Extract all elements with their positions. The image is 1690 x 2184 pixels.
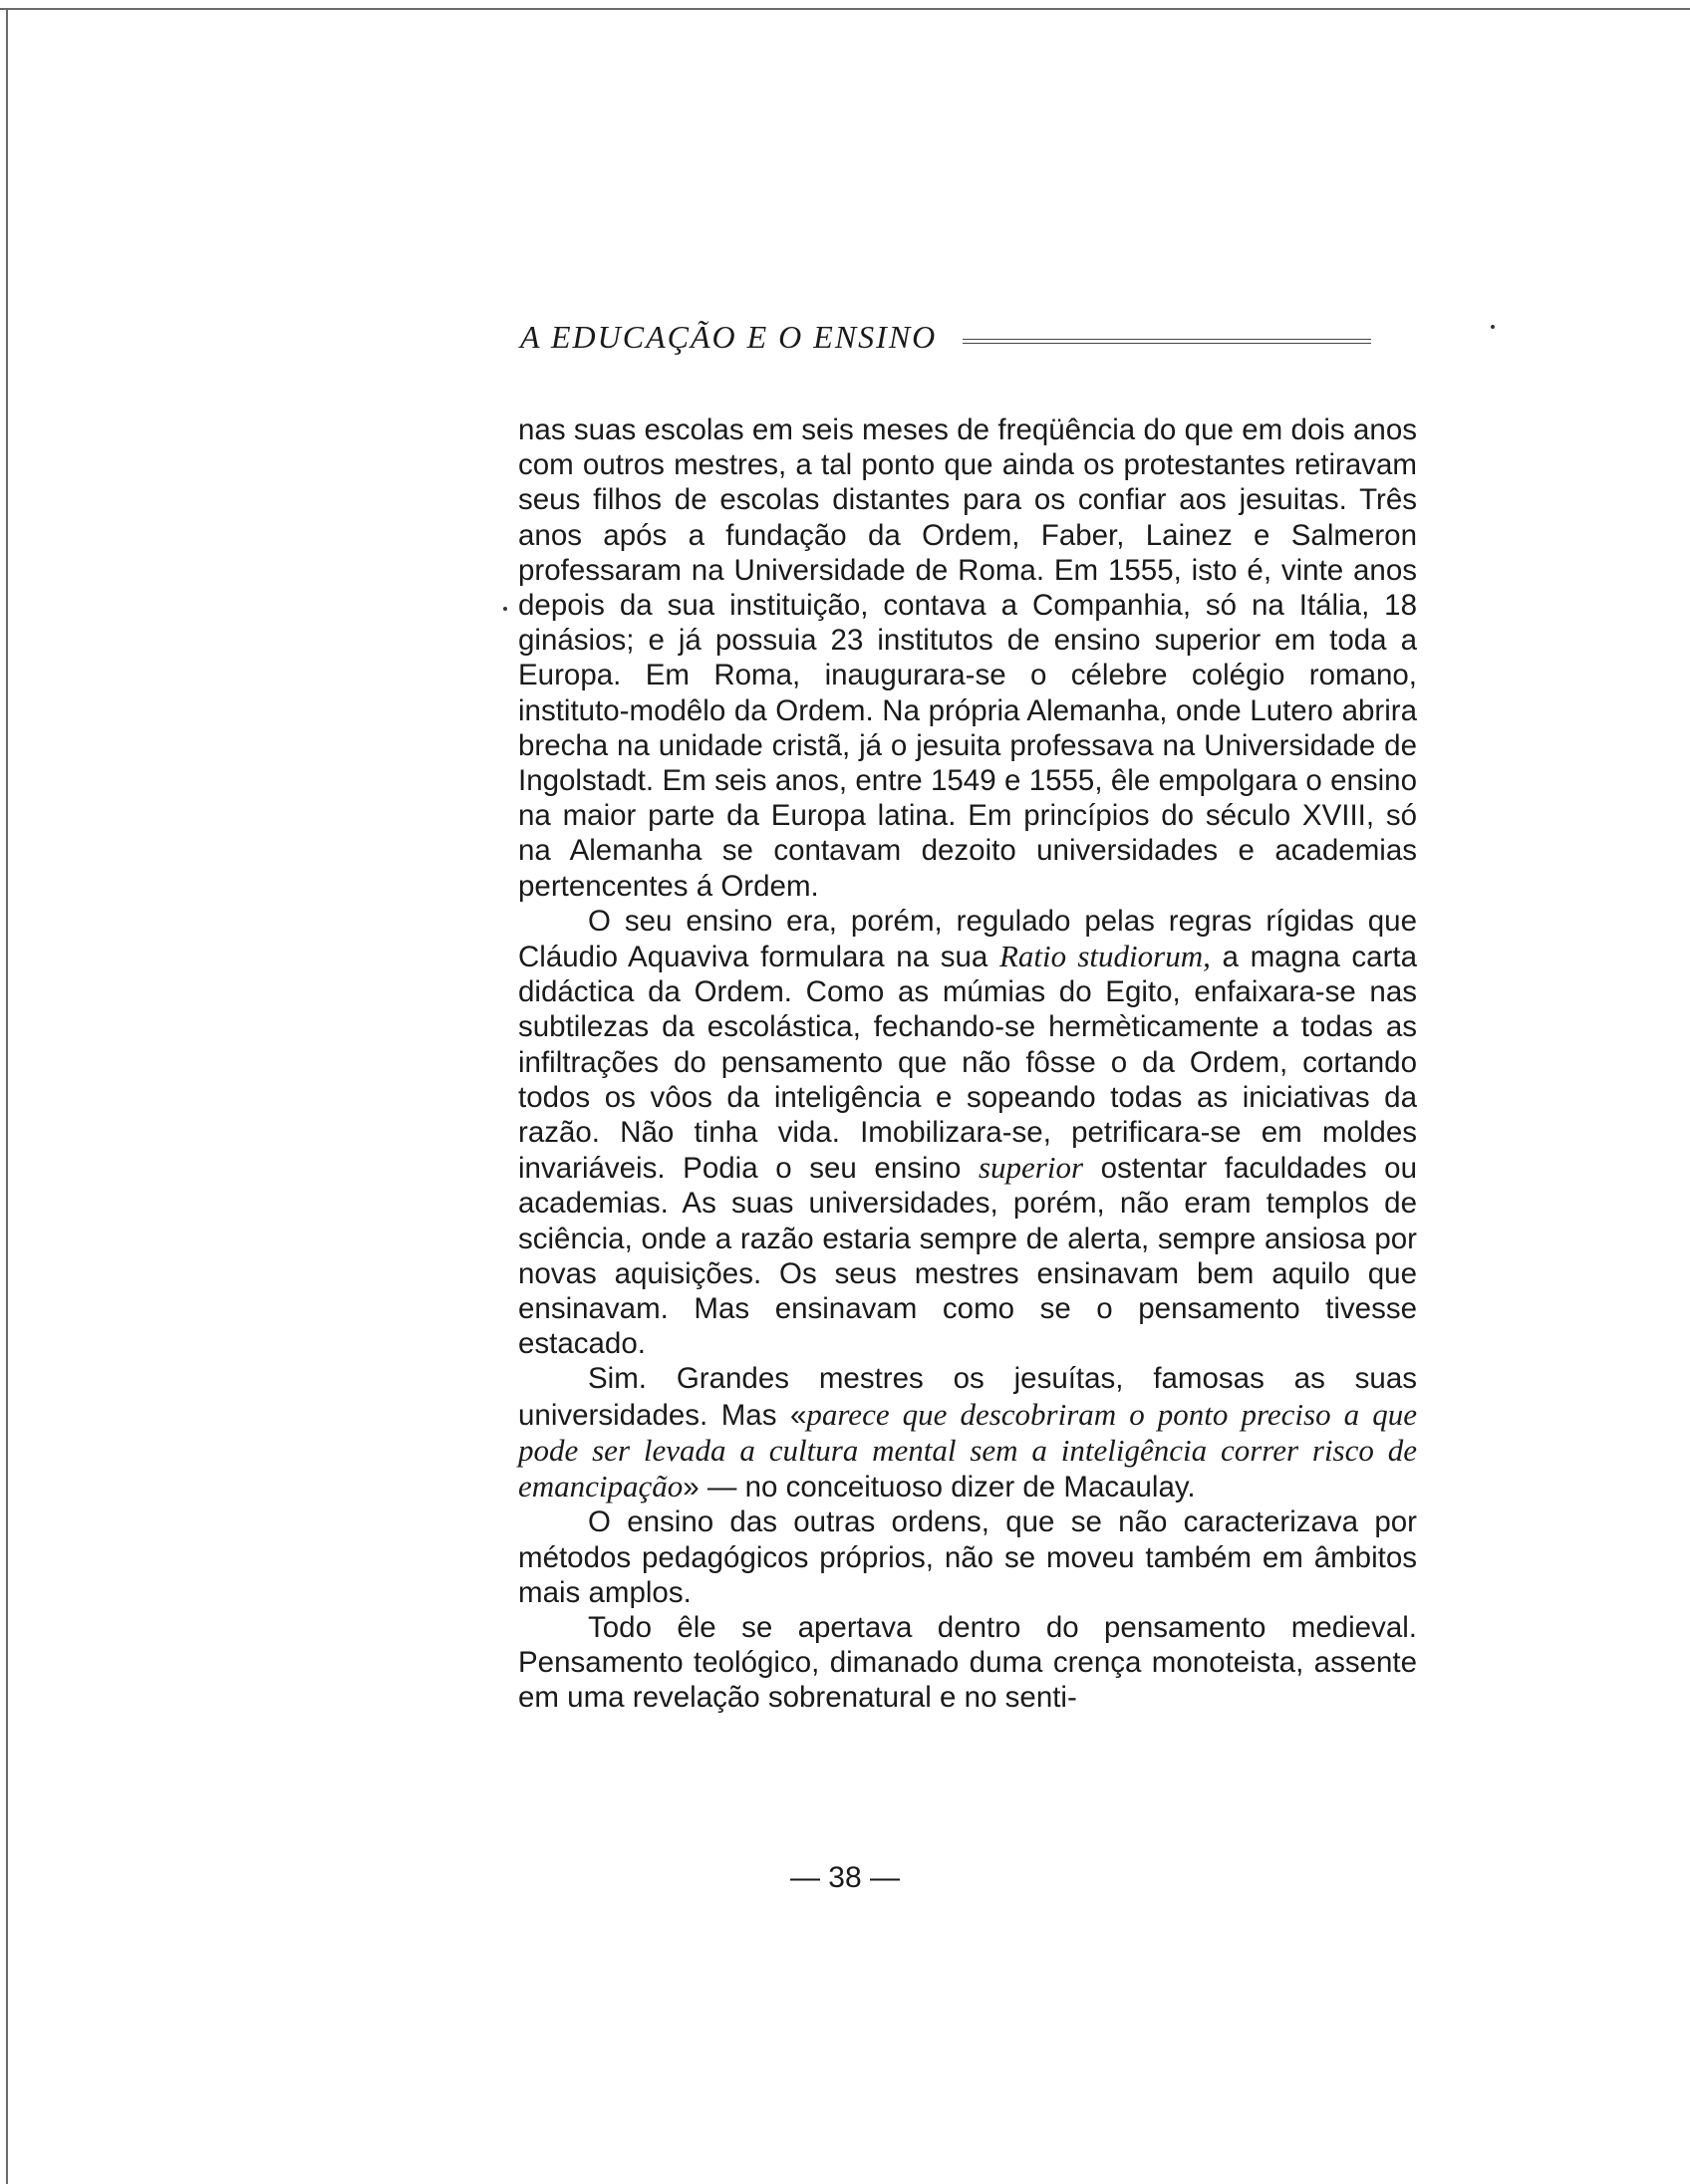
italic-text: parece que descobriram o ponto preciso a que pode ser levada a cultura mental sem a inteligência correr risco de emancipação — [518, 1396, 1417, 1504]
running-header — [520, 317, 1417, 357]
text-run: » — no conceituoso dizer de Macaulay. — [683, 1471, 1196, 1504]
stray-mark — [503, 607, 507, 611]
text-run: Todo êle se apertava dentro do pensamento medieval. Pensamento teológico, dimanado duma crença monoteista, assente em uma revelação sobrenatural e no senti- — [518, 1610, 1417, 1715]
text-run: ostentar faculdades ou academias. As suas universidades, porém, não eram templos de sciência, onde a razão estaria sempre de alerta, sempre ansiosa por novas aquisições. Os seus mestres ensinavam bem aquilo que ensinavam. Mas ensinavam como se o pensamento tivesse estacado. — [518, 1152, 1417, 1361]
scan-edge-top — [0, 8, 1690, 10]
paragraph — [518, 1504, 1417, 1610]
text-run: a magna carta didáctica da Ordem. Como as múmias do Egito, enfaixara-se nas subtilezas da escolástica, fechando-se hermèticamente a todas as infiltrações do pensamento que não fôsse o da Ordem, cortando todos os vôos da inteligência e sopeando todas as iniciativas da razão. Não tinha vida. Imobilizara-se, petrificara-se em moldes invariáveis. Podia o seu ensino — [518, 941, 1417, 1186]
running-title: A EDUCAÇÃO E O ENSINO — [520, 318, 938, 355]
text-run: O seu ensino era, porém, regulado pelas regras rígidas que Cláudio Aquaviva formulara na sua — [518, 904, 1417, 974]
paragraph — [518, 1361, 1417, 1504]
text-run: Sim. Grandes mestres os jesuítas, famosas as suas universidades. Mas « — [518, 1362, 1417, 1432]
stray-mark — [1491, 325, 1495, 329]
page-number: — 38 — — [789, 1861, 901, 1894]
body-text — [518, 412, 1417, 1716]
header-rule — [963, 339, 1371, 344]
paragraph — [518, 412, 1417, 904]
italic-text: superior — [978, 1150, 1084, 1186]
italic-text: Ratio studiorum, — [999, 939, 1211, 974]
text-run: nas suas escolas em seis meses de freqüência do que em dois anos com outros mestres, a tal ponto que ainda os protestantes retiravam seus filhos de escolas distantes para os confiar aos jesuitas. Três anos após a fundação da Ordem, Faber, Lainez e Salmeron professaram na Universidade de Roma. Em 1555, isto é, vinte anos depois da sua instituição, contava a Companhia, só na Itália, 18 ginásios; e já possuia 23 institutos de ensino superior em toda a Europa. Em Roma, inaugurara-se o célebre colégio romano, instituto-modêlo da Ordem. Na própria Alemanha, onde Lutero abrira brecha na unidade cristã, já o jesuita professava na Universidade de Ingolstadt. Em seis anos, entre 1549 e 1555, êle empolgara o ensino na maior parte da Europa latina. Em princípios do século XVIII, só na Alemanha se contavam dezoito universidades e academias pertencentes á Ordem. — [518, 413, 1417, 903]
paragraph — [518, 1610, 1417, 1716]
text-run: O ensino das outras ordens, que se não caracterizava por métodos pedagógicos próprios, não se moveu também em âmbitos mais amplos. — [518, 1505, 1417, 1609]
scan-edge-left — [6, 8, 8, 2184]
paragraph — [518, 904, 1417, 1362]
